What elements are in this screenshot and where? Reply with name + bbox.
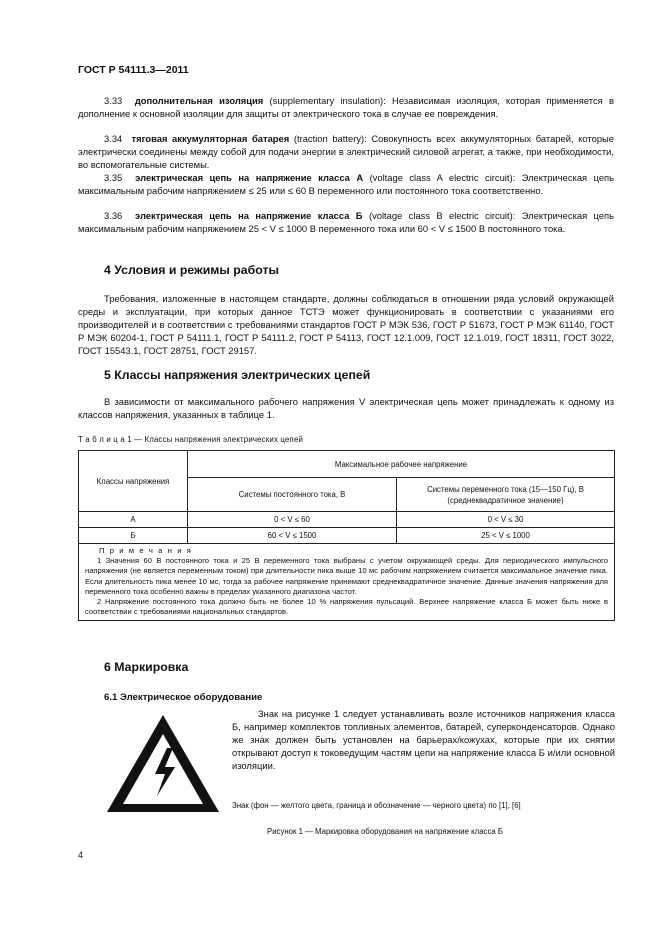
table-row [79,512,615,528]
header-max-voltage: Максимальное рабочее напряжение [188,451,615,478]
class-cell: А [79,512,188,528]
table-caption: Т а б л и ц а 1 — Классы напряжения электрических цепей [78,435,304,444]
document-header: ГОСТ Р 54111.3—2011 [78,64,189,76]
high-voltage-warning-sign-icon [104,712,222,816]
sign-note: Знак (фон — желтого цвета, граница и обозначение — черного цвета) по [1], [6] [232,801,521,810]
voltage-class-table [78,450,615,621]
figure-caption: Рисунок 1 — Маркировка оборудования на напряжение класса Б [267,827,503,836]
header-ac: Системы переменного тока (15—150 Гц), В (среднеквадратичное значение) [397,478,615,512]
notes-title: П р и м е ч а н и я [99,546,193,555]
section-5-title: 5 Классы напряжения электрических цепей [104,368,371,382]
ac-cell: 25 < V ≤ 1000 [397,528,615,544]
class-cell: Б [79,528,188,544]
note-2: 2 Напряжение постоянного тока должно быть не более 10 % напряжения пульсаций. Верхнее напряжение класса Б может быть ниже в соответствии с требованиями национальных стандартов. [85,597,608,617]
page-number: 4 [78,850,84,860]
header-dc: Системы постоянного тока, В [188,478,397,512]
section-5-text: В зависимости от максимального рабочего напряжения V электрическая цепь может принадлежать к одному из классов напряжения, указанных в таблице 1. [78,396,614,420]
table-notes [79,544,615,621]
definition-3-36: 3.36 электрическая цепь на напряжение класса Б (voltage class B electric circuit): Электрическая цепь максимальным рабочим напряжением 25 < V ≤ 1000 В переменного тока или 60 < V ≤ 1500 В постоянного тока. [78,210,614,234]
table-row [79,528,615,544]
definition-3-35: 3.35 электрическая цепь на напряжение класса А (voltage class A electric circuit): Электрическая цепь максимальным рабочим напряжением ≤ 25 или ≤ 60 В переменного или постоянного тока соответственно. [78,172,615,196]
definition-3-33: 3.33 дополнительная изоляция (supplementary insulation): Независимая изоляция, которая применяется в дополнение к основной изоляции для защиты от электрического тока в случае ее повреждения. [78,95,614,119]
dc-cell: 0 < V ≤ 60 [188,512,397,528]
note-1: 1 Значения 60 В постоянного тока и 25 В переменного тока выбраны с учетом окружающей среды. Для периодического импульсного напряжения (не является переменным током) при длительности пика выше 10 мс рабочим напряжением считается максимальное значение пика. Если длительность пика менее 10 мс, тогда за рабочее напряжение принимают среднеквадратичное значение. Данные значения напряжения для переменного тока особенно важны в пределах указанного диапазона частот. [85,556,608,596]
section-6-title: 6 Маркировка [104,660,189,674]
dc-cell: 60 < V ≤ 1500 [188,528,397,544]
header-classes: Классы напряжения [79,451,188,512]
section-4-title: 4 Условия и режимы работы [104,263,279,277]
definition-3-34: 3.34 тяговая аккумуляторная батарея (traction battery): Совокупность всех аккумуляторных батарей, которые электрически соединены между собой для подачи энергии в электрический силовой агрегат, а также, при необходимости, во вспомогательные системы. [78,133,614,170]
section-4-text: Требования, изложенные в настоящем стандарте, должны соблюдаться в отношении ряда условий окружающей среды и эксплуатации, при которых данное ТСТЭ может функционировать в соответствии с указаниями его производителей и в соответствии с требованиями стандартов ГОСТ Р МЭК 536, ГОСТ Р 51673, ГОСТ Р МЭК 61140, ГОСТ Р МЭК 60204-1, ГОСТ Р 54111.1, ГОСТ Р 54111.2, ГОСТ Р 54113, ГОСТ 12.1.009, ГОСТ 12.1.019, ГОСТ 18311, ГОСТ 3022, ГОСТ 15543.1, ГОСТ 28751, ГОСТ 29157. [78,293,614,356]
section-6-1-text: Знак на рисунке 1 следует устанавливать возле источников напряжения класса Б, например комплектов топливных элементов, батарей, суперконденсаторов. Однако же знак должен быть установлен на барьерах/кожухах, которые при их снятии открывают доступ к токоведущим частям цепи на напряжение класса Б и/или основной изоляции. [232,708,615,771]
ac-cell: 0 < V ≤ 30 [397,512,615,528]
subsection-6-1-title: 6.1 Электрическое оборудование [104,692,263,703]
